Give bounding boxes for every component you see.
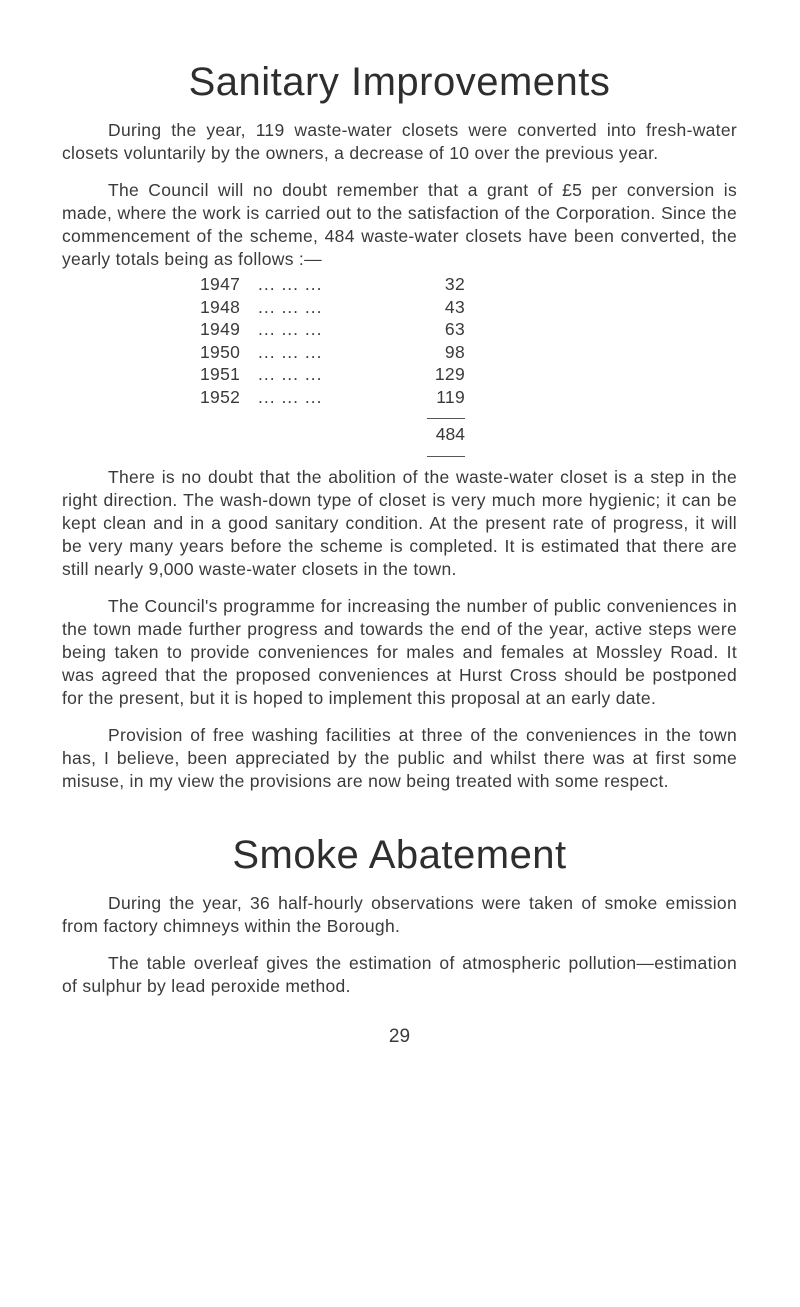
leader-dots: ... ... ... (258, 341, 323, 362)
table-row (200, 273, 465, 296)
sanitary-heading: Sanitary Improvements (188, 60, 611, 104)
page-number: 29 (388, 1026, 411, 1047)
total-block (200, 408, 465, 466)
total-rule-bottom (427, 456, 465, 457)
value-cell: 32 (444, 274, 465, 294)
year-cell: 1951 (200, 364, 241, 384)
smoke-heading: Smoke Abatement (232, 833, 567, 877)
value-cell: 119 (436, 386, 465, 407)
leader-dots: ... ... ... (258, 386, 323, 407)
sanitary-paragraph-2: The Council will no doubt remember that a grant of £5 per conversion is made, where the work is carried out to the satisfaction of the Corporation. Since the commencement of the scheme, 484 waste-water closets have been converted, the yearly totals being as follows :— (62, 180, 737, 269)
year-cell: 1948 (200, 296, 241, 317)
value-cell: 63 (444, 319, 465, 339)
smoke-paragraph-1: During the year, 36 half-hourly observations were taken of smoke emission from factory chimneys within the Borough. (62, 893, 737, 936)
table-row (200, 363, 465, 386)
year-cell: 1947 (200, 274, 241, 294)
table-row (200, 386, 465, 409)
yearly-totals-table (200, 273, 465, 408)
total-rule-top (427, 418, 465, 419)
document-page (62, 60, 737, 1048)
table-row (200, 318, 465, 341)
sanitary-paragraph-5: Provision of free washing facilities at three of the conveniences in the town has, I believe, been appreciated by the public and whilst there was at first some misuse, in my view the provisions are now being treated with some respect. (62, 725, 737, 791)
year-cell: 1950 (200, 341, 241, 362)
table-row (200, 296, 465, 319)
leader-dots: ... ... ... (258, 296, 323, 317)
table-row (200, 341, 465, 364)
sanitary-paragraph-3: There is no doubt that the abolition of the waste-water closet is a step in the right direction. The wash-down type of closet is very much more hygienic; it can be kept clean and in a good sanitary condition. At the present rate of progress, it will be very many years before the scheme is completed. It is estimated that there are still nearly 9,000 waste-water closets in the town. (62, 467, 737, 579)
leader-dots: ... ... ... (258, 364, 323, 384)
year-cell: 1952 (200, 386, 241, 407)
sanitary-paragraph-4: The Council's programme for increasing the number of public conveniences in the town made further progress and towards the end of the year, active steps were being taken to provide conveniences for males and females at Mossley Road. It was agreed that the proposed conveniences at Hurst Cross should be postponed for the present, but it is hoped to implement this proposal at an early date. (62, 596, 737, 708)
leader-dots: ... ... ... (258, 319, 323, 339)
total-value: 484 (435, 424, 465, 444)
smoke-paragraph-2: The table overleaf gives the estimation of atmospheric pollution—estimation of sulphur by lead peroxide method. (62, 953, 737, 996)
year-cell: 1949 (200, 319, 241, 339)
sanitary-paragraph-1: During the year, 119 waste-water closets were converted into fresh-water closets voluntarily by the owners, a decrease of 10 over the previous year. (62, 120, 737, 163)
value-cell: 129 (434, 364, 465, 384)
leader-dots: ... ... ... (258, 274, 323, 294)
value-cell: 98 (444, 341, 465, 362)
value-cell: 43 (444, 296, 465, 317)
